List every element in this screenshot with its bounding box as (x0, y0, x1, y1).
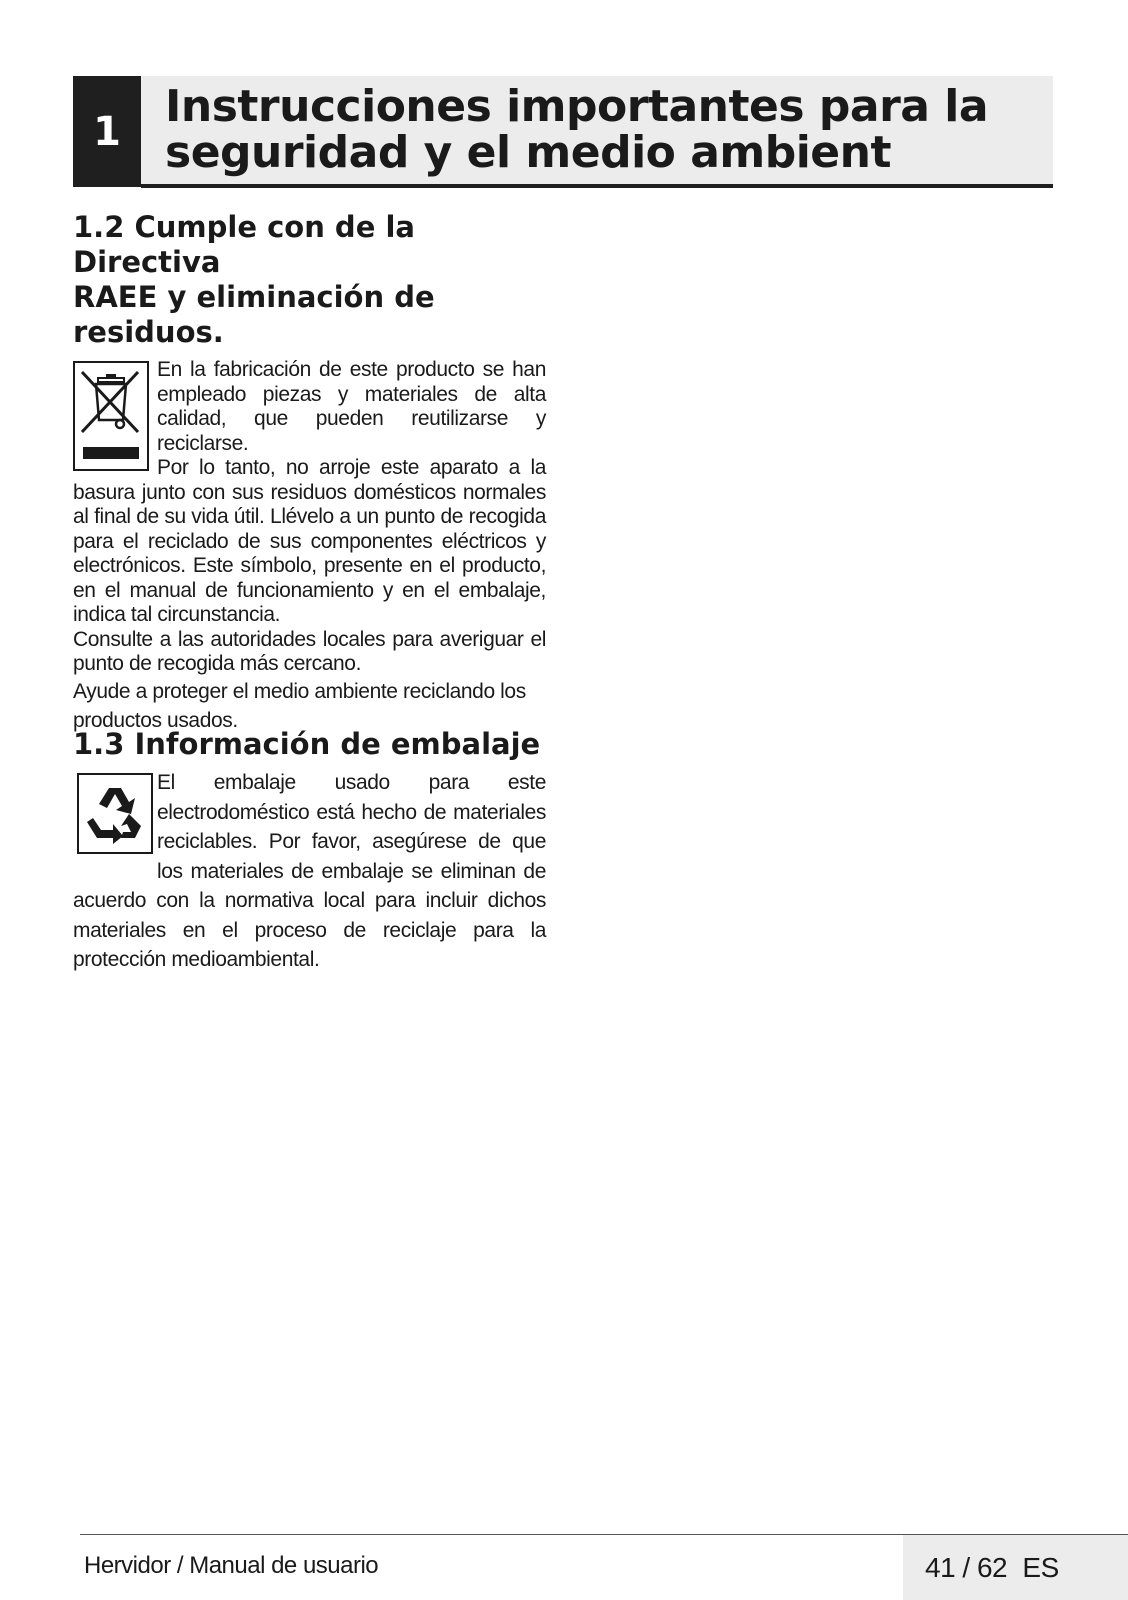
footer-page-box (903, 1535, 1128, 1600)
section-weee-heading-line-3: residuos. (73, 315, 224, 349)
weee-paragraph-4: Ayude a proteger el medio ambiente reciclando los productos usados. (73, 679, 526, 732)
chapter-header (73, 76, 1053, 187)
wheelie-bin-svg (76, 364, 146, 468)
packaging-paragraph: El embalaje usado para este electrodoméstico está hecho de materiales reciclables. Por favor, asegúrese de que los materiales de embalaje se eliminan de acuerdo con la normativa local para incluir dichos materiales en el proceso de reciclaje para la protección medioambiental. (73, 771, 546, 971)
chapter-title-line-1: Instrucciones importantes para la (165, 81, 989, 132)
chapter-number: 1 (73, 76, 141, 187)
section-weee-heading-line-2: RAEE y eliminación de (73, 280, 435, 314)
section-weee-heading (73, 210, 546, 350)
chapter-title (165, 81, 1045, 178)
page-number: 41 / 62 (925, 1552, 1008, 1583)
section-weee (73, 210, 546, 736)
footer-document-title: Hervidor / Manual de usuario (84, 1552, 379, 1579)
crossed-out-wheelie-bin-icon (73, 361, 149, 471)
weee-paragraph-3: Consulte a las autoridades locales para averiguar el punto de recogida más cercano. (73, 627, 546, 675)
section-packaging-heading: 1.3 Información de embalaje (73, 727, 541, 761)
section-weee-heading-line-1: 1.2 Cumple con de la Directiva (73, 210, 415, 279)
chapter-title-line-2: seguridad y el medio ambient (165, 127, 892, 178)
chapter-underline (141, 184, 1053, 188)
footer-page-info (925, 1552, 1059, 1584)
recycling-svg (83, 782, 147, 846)
recycling-icon (77, 773, 153, 854)
weee-paragraph-1: En la fabricación de este producto se han empleado piezas y materiales de alta calidad, que pueden reutilizarse y reciclarse. (157, 358, 546, 455)
weee-paragraph-2: Por lo tanto, no arroje este aparato a la basura junto con sus residuos domésticos normales al final de su vida útil. Llévelo a un punto de recogida para el reciclado de sus componentes eléctricos y electrónicos. Este símbolo, presente en el producto, en el manual de funcionamiento y en el embalaje, indica tal circunstancia. (73, 456, 546, 626)
section-packaging (73, 727, 546, 975)
language-code: ES (1022, 1552, 1059, 1583)
